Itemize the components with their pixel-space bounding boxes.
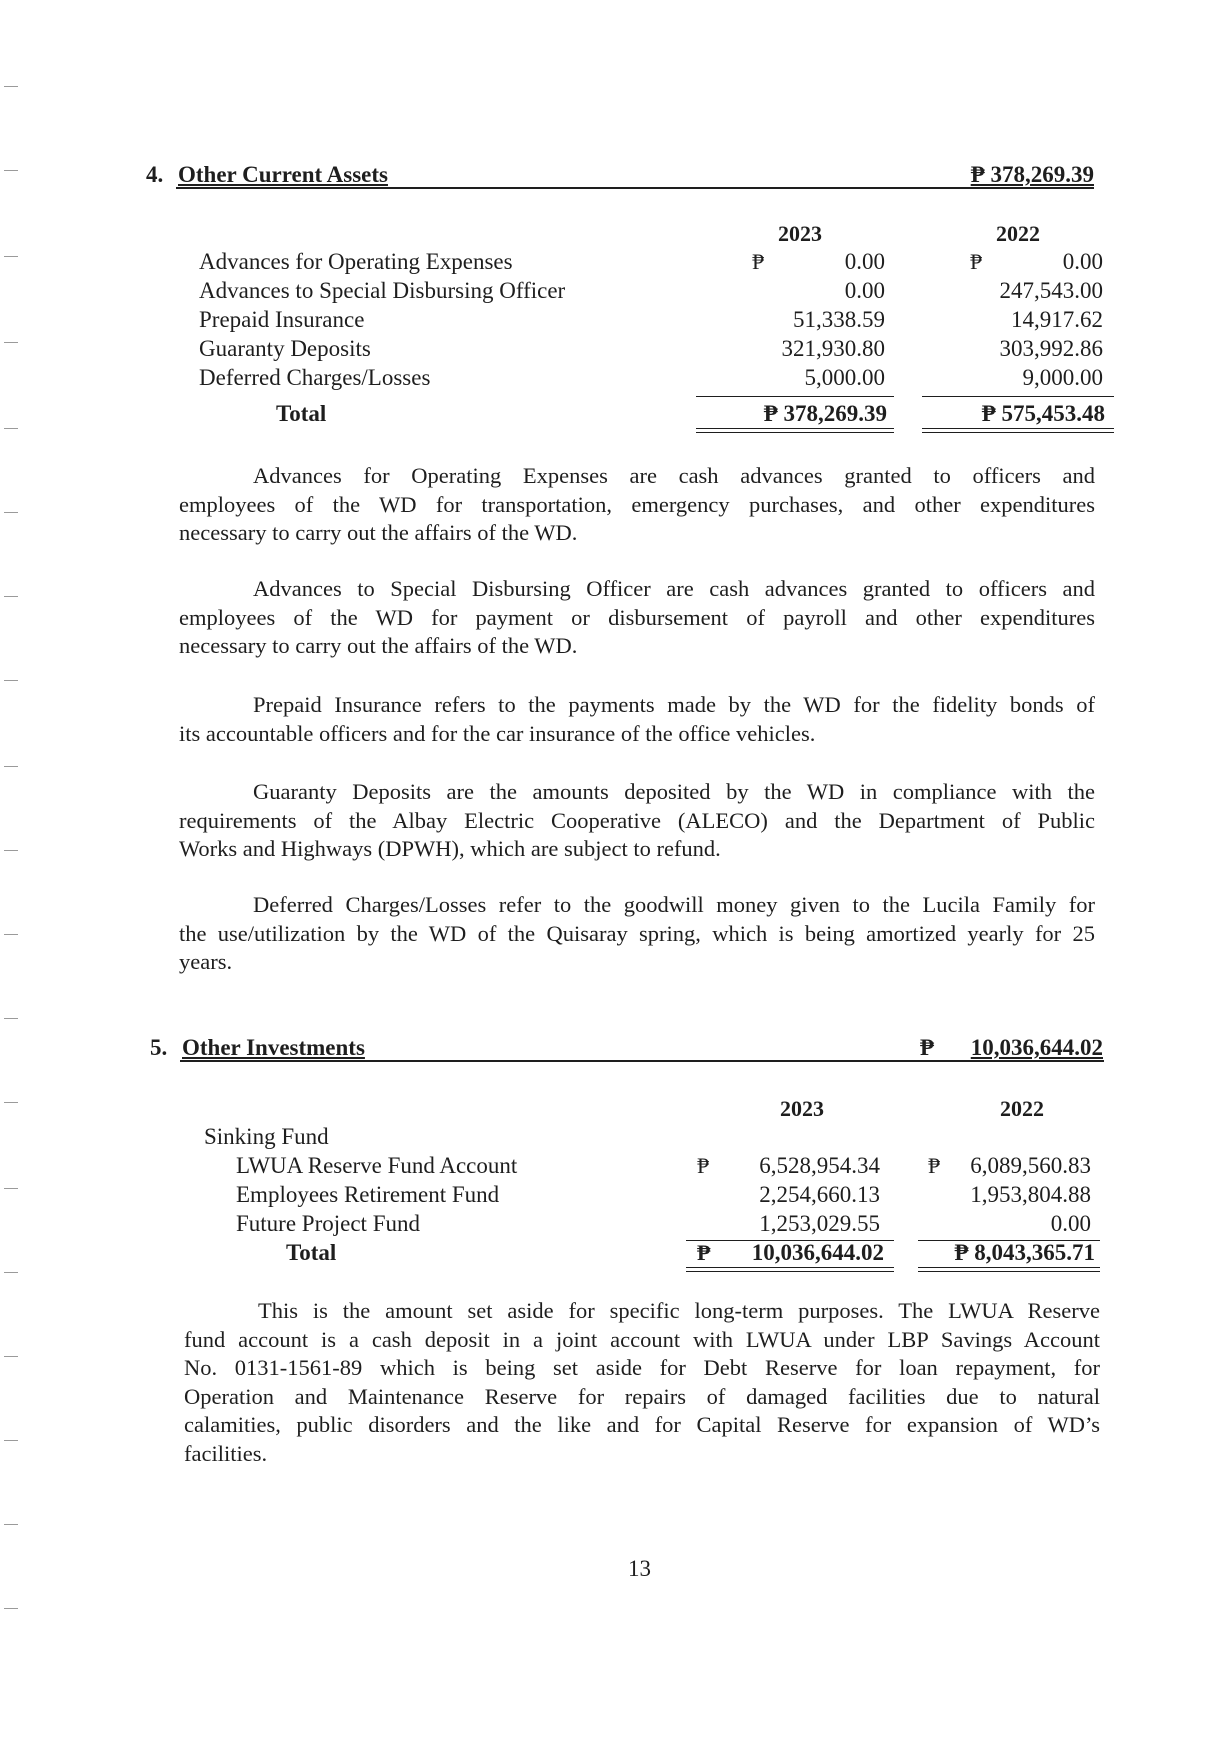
total-2022: ₱ 575,453.48 <box>981 401 1105 426</box>
row-label: Employees Retirement Fund <box>236 1182 500 1207</box>
paragraph: Advances to Special Disbursing Officer are cash advances granted to officers and employees of the WD for payment or disbursement of payroll and other expenditures necessary to carry out the affairs of the WD. <box>179 576 1095 658</box>
peso-sign: ₱ <box>752 249 765 274</box>
total-2023: 10,036,644.02 <box>751 1240 884 1265</box>
column-header-2022: 2022 <box>1000 1096 1044 1121</box>
value-2023: 1,253,029.55 <box>759 1211 880 1236</box>
section-number: 5. <box>150 1035 168 1060</box>
total-rule-2022 <box>922 432 1114 433</box>
total-rule-2023 <box>696 432 894 433</box>
total-rule-2022 <box>918 1267 1100 1268</box>
value-2023: 5,000.00 <box>804 365 885 390</box>
section-number: 4. <box>146 162 164 187</box>
value-2022: 0.00 <box>1062 249 1103 274</box>
total-label: Total <box>276 401 327 426</box>
paragraph: Advances for Operating Expenses are cash advances granted to officers and employees of the WD for transportation, emergency purchases, and other expenditures necessary to carry out the affairs of the WD. <box>179 463 1095 545</box>
row-label: Advances to Special Disbursing Officer <box>199 278 566 303</box>
value-2023: 51,338.59 <box>793 307 885 332</box>
total-rule-2023 <box>696 428 894 429</box>
total-rule-2023 <box>686 1271 894 1272</box>
subtotal-rule-2023 <box>696 396 894 397</box>
column-header-2023: 2023 <box>780 1096 824 1121</box>
row-label: Advances for Operating Expenses <box>199 249 513 274</box>
column-header-2022: 2022 <box>996 221 1040 246</box>
total-2022: ₱ 8,043,365.71 <box>954 1240 1095 1265</box>
total-2023: ₱ 378,269.39 <box>763 401 887 426</box>
paragraph: Deferred Charges/Losses refer to the goodwill money given to the Lucila Family for the use/utilization by the WD of the Quisaray spring, which is being amortized yearly for 25 years. <box>179 892 1095 974</box>
value-2022: 9,000.00 <box>1022 365 1103 390</box>
peso-sign: ₱ <box>697 1240 711 1265</box>
peso-sign: ₱ <box>920 1035 935 1060</box>
section-amount: 10,036,644.02 <box>970 1035 1103 1060</box>
section-amount: ₱ 378,269.39 <box>970 162 1094 187</box>
paragraph: Prepaid Insurance refers to the payments made by the WD for the fidelity bonds of its accountable officers and for the car insurance of the office vehicles. <box>179 692 1095 746</box>
value-2023: 0.00 <box>844 278 885 303</box>
paragraph: Guaranty Deposits are the amounts deposited by the WD in compliance with the requirements of the Albay Electric Cooperative (ALECO) and the Department of Public Works and Highways (DPWH), which are subject to refund. <box>179 779 1095 861</box>
paragraph: This is the amount set aside for specific long-term purposes. The LWUA Reserve fund account is a cash deposit in a joint account with LWUA under LBP Savings Account No. 0131-1561-89 which is being set aside for Debt Reserve for loan repayment, for Operation and Maintenance Reserve for repairs of damaged facilities due to natural calamities, public disorders and the like and for Capital Reserve for expansion of WD’s facilities. <box>184 1298 1100 1466</box>
peso-sign: ₱ <box>697 1153 710 1178</box>
row-label: LWUA Reserve Fund Account <box>236 1153 518 1178</box>
page-number: 13 <box>628 1556 651 1581</box>
column-header-2023: 2023 <box>778 221 822 246</box>
section-rule <box>180 1060 1104 1062</box>
section-title: Other Investments <box>182 1035 365 1060</box>
value-2023: 321,930.80 <box>781 336 885 361</box>
total-label: Total <box>286 1240 337 1265</box>
value-2023: 6,528,954.34 <box>759 1153 880 1178</box>
section-rule <box>176 187 1094 189</box>
value-2023: 2,254,660.13 <box>759 1182 880 1207</box>
section-title: Other Current Assets <box>178 162 388 187</box>
row-label: Guaranty Deposits <box>199 336 371 361</box>
row-label: Prepaid Insurance <box>199 307 365 332</box>
peso-sign: ₱ <box>970 249 983 274</box>
row-label: Deferred Charges/Losses <box>199 365 431 390</box>
value-2022: 247,543.00 <box>999 278 1103 303</box>
group-label: Sinking Fund <box>204 1124 329 1149</box>
total-rule-2022 <box>922 428 1114 429</box>
value-2022: 303,992.86 <box>999 336 1103 361</box>
subtotal-rule-2022 <box>922 396 1114 397</box>
value-2022: 1,953,804.88 <box>970 1182 1091 1207</box>
value-2022: 14,917.62 <box>1011 307 1103 332</box>
value-2022: 6,089,560.83 <box>970 1153 1091 1178</box>
total-rule-2022 <box>918 1271 1100 1272</box>
peso-sign: ₱ <box>928 1153 941 1178</box>
value-2023: 0.00 <box>844 249 885 274</box>
total-rule-2023 <box>686 1267 894 1268</box>
row-label: Future Project Fund <box>236 1211 420 1236</box>
value-2022: 0.00 <box>1050 1211 1091 1236</box>
